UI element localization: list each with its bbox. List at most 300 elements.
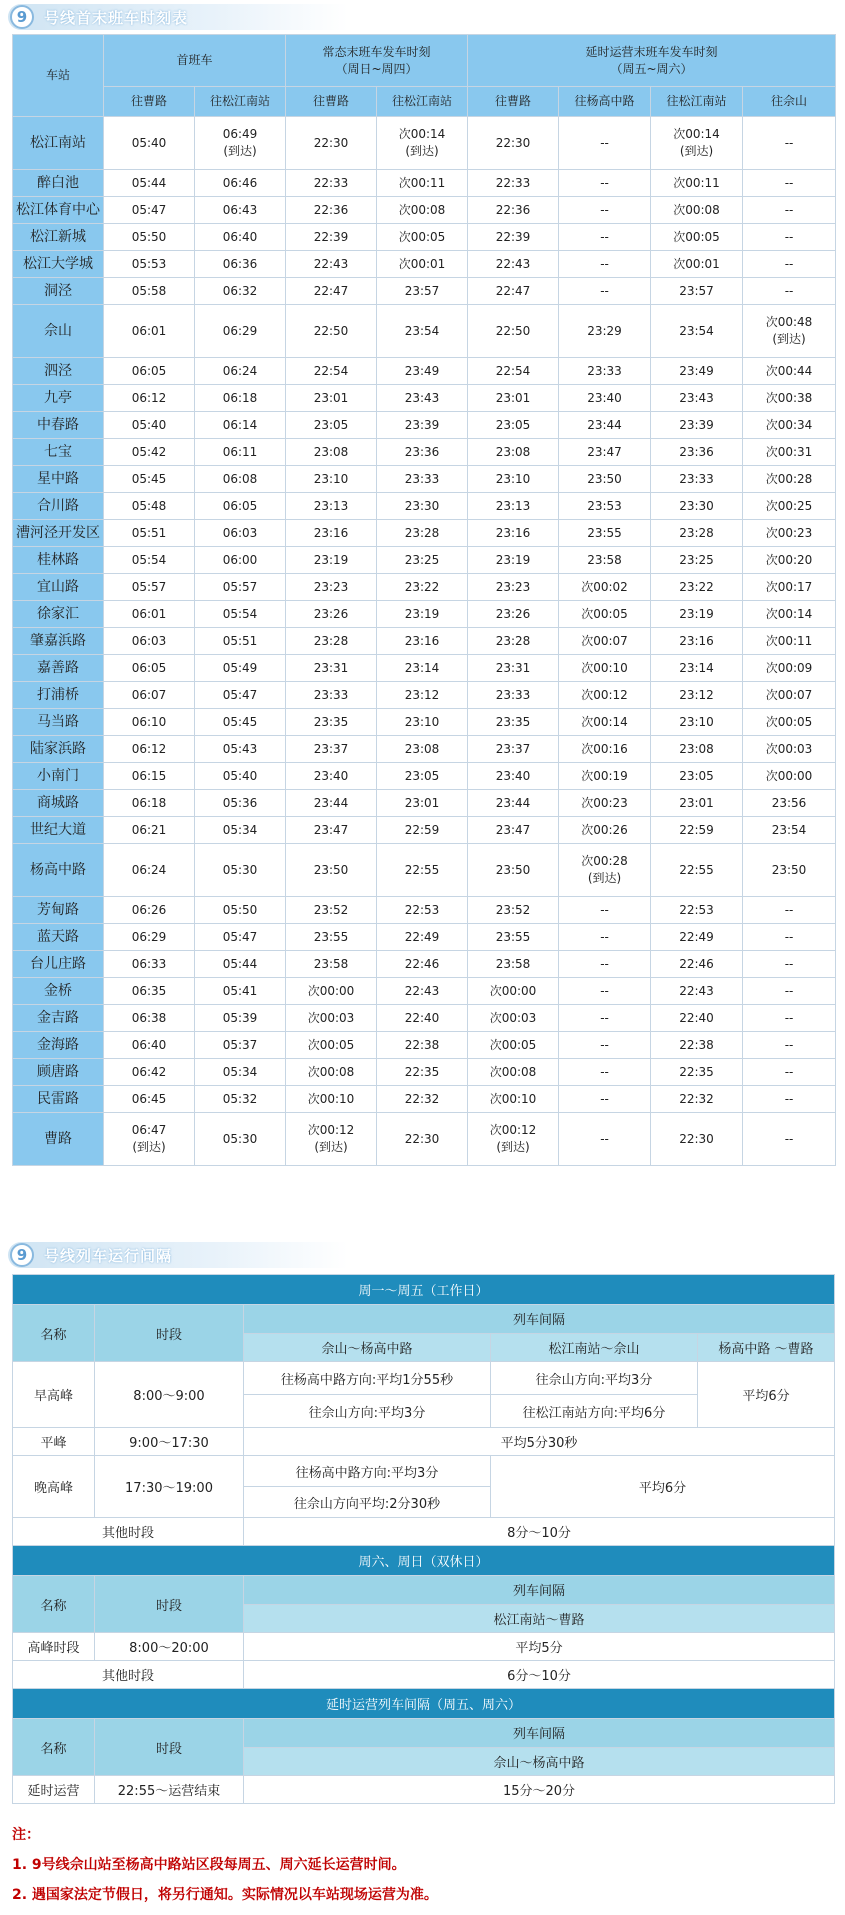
time-cell: 次00:05 [651, 224, 743, 251]
station-name: 肇嘉浜路 [13, 628, 104, 655]
time-cell: 23:58 [468, 951, 559, 978]
time-cell: 06:24 [195, 358, 286, 385]
time-cell: -- [559, 1113, 651, 1166]
table-row [13, 763, 836, 790]
time-cell: 次00:10 [468, 1086, 559, 1113]
time-cell: 23:25 [651, 547, 743, 574]
time-cell: 06:15 [104, 763, 195, 790]
time-cell: -- [559, 1005, 651, 1032]
time-cell: 05:44 [104, 170, 195, 197]
time-cell: 05:34 [195, 1059, 286, 1086]
time-cell: 06:29 [195, 305, 286, 358]
direction-header: 往杨高中路 [559, 87, 651, 117]
station-name: 松江体育中心 [13, 197, 104, 224]
time-cell: 22:33 [286, 170, 377, 197]
station-name: 曹路 [13, 1113, 104, 1166]
weekend-peak-label: 高峰时段 [13, 1633, 95, 1661]
time-cell: 次00:14 (到达) [651, 117, 743, 170]
time-cell: 23:58 [559, 547, 651, 574]
time-cell: 23:55 [559, 520, 651, 547]
time-cell: 23:16 [377, 628, 468, 655]
direction-header: 往松江南站 [195, 87, 286, 117]
time-cell: 23:35 [286, 709, 377, 736]
time-cell: 23:10 [377, 709, 468, 736]
interval-cell: 往佘山方向:平均3分 [244, 1395, 491, 1428]
time-cell: 23:58 [286, 951, 377, 978]
time-cell: 22:46 [377, 951, 468, 978]
time-cell: 次00:12 (到达) [286, 1113, 377, 1166]
time-cell: 23:16 [468, 520, 559, 547]
time-cell: 次00:31 [743, 439, 836, 466]
time-cell: 23:56 [743, 790, 836, 817]
table-row [13, 385, 836, 412]
period-header: 时段 [95, 1576, 244, 1633]
time-cell: 23:05 [468, 412, 559, 439]
time-cell: 22:54 [286, 358, 377, 385]
table-row [13, 412, 836, 439]
time-cell: 23:40 [468, 763, 559, 790]
time-cell: 05:40 [104, 117, 195, 170]
name-header: 名称 [13, 1719, 95, 1776]
time-cell: 06:40 [104, 1032, 195, 1059]
table-row [13, 493, 836, 520]
time-cell: 06:21 [104, 817, 195, 844]
time-cell: 05:40 [104, 412, 195, 439]
time-cell: -- [559, 924, 651, 951]
time-cell: 22:47 [286, 278, 377, 305]
time-cell: 次00:03 [286, 1005, 377, 1032]
segment-header: 松江南站～曹路 [244, 1604, 835, 1633]
interval-header: 列车间隔 [244, 1576, 835, 1605]
station-name: 嘉善路 [13, 655, 104, 682]
time-cell: 次00:00 [743, 763, 836, 790]
pm-peak-time: 17:30～19:00 [95, 1456, 244, 1518]
time-cell: 次00:25 [743, 493, 836, 520]
station-name: 金吉路 [13, 1005, 104, 1032]
time-cell: 22:50 [468, 305, 559, 358]
station-name: 桂林路 [13, 547, 104, 574]
time-cell: 05:51 [195, 628, 286, 655]
station-name: 九亭 [13, 385, 104, 412]
time-cell: 次00:08 [286, 1059, 377, 1086]
time-cell: 次00:07 [743, 682, 836, 709]
table-row [13, 466, 836, 493]
station-name: 民雷路 [13, 1086, 104, 1113]
interval-cell: 往佘山方向平均:2分30秒 [244, 1487, 491, 1518]
time-cell: -- [559, 224, 651, 251]
time-cell: 次00:03 [468, 1005, 559, 1032]
direction-header: 往松江南站 [651, 87, 743, 117]
train-interval-table [12, 1274, 835, 1804]
time-cell: 22:43 [286, 251, 377, 278]
time-cell: 次00:05 [468, 1032, 559, 1059]
time-cell: 23:50 [559, 466, 651, 493]
table-row [13, 170, 836, 197]
time-cell: 22:43 [651, 978, 743, 1005]
time-cell: 23:33 [559, 358, 651, 385]
time-cell: -- [559, 170, 651, 197]
time-cell: -- [559, 951, 651, 978]
time-cell: 22:39 [286, 224, 377, 251]
time-cell: 23:30 [651, 493, 743, 520]
time-cell: 次00:02 [559, 574, 651, 601]
station-name: 台儿庄路 [13, 951, 104, 978]
table-row [13, 1032, 836, 1059]
time-cell: 23:12 [377, 682, 468, 709]
table-row [13, 278, 836, 305]
time-cell: 05:30 [195, 844, 286, 897]
time-cell: 23:33 [468, 682, 559, 709]
time-cell: 23:49 [377, 358, 468, 385]
time-cell: 次00:19 [559, 763, 651, 790]
time-cell: -- [743, 1005, 836, 1032]
direction-header: 往松江南站 [377, 87, 468, 117]
time-cell: 05:57 [195, 574, 286, 601]
extended-band: 延时运营列车间隔（周五、周六） [13, 1689, 835, 1719]
time-cell: 22:32 [377, 1086, 468, 1113]
time-cell: 次00:05 [377, 224, 468, 251]
time-cell: 06:05 [104, 358, 195, 385]
time-cell: 23:16 [286, 520, 377, 547]
time-cell: -- [743, 1113, 836, 1166]
normal-last-train-header: 常态末班车发车时刻 （周日~周四） [286, 35, 468, 87]
interval-cell: 往杨高中路方向:平均1分55秒 [244, 1362, 491, 1395]
time-cell: 06:24 [104, 844, 195, 897]
time-cell: 06:14 [195, 412, 286, 439]
time-cell: 06:47 (到达) [104, 1113, 195, 1166]
time-cell: 06:49 (到达) [195, 117, 286, 170]
direction-header: 往曹路 [104, 87, 195, 117]
time-cell: 22:35 [651, 1059, 743, 1086]
time-cell: 23:49 [651, 358, 743, 385]
table-row [13, 655, 836, 682]
timetable-section-title [8, 4, 348, 30]
time-cell: 05:47 [195, 682, 286, 709]
time-cell: 23:43 [377, 385, 468, 412]
time-cell: 23:31 [468, 655, 559, 682]
time-cell: 22:53 [651, 897, 743, 924]
period-header: 时段 [95, 1305, 244, 1362]
time-cell: 22:30 [377, 1113, 468, 1166]
time-cell: 23:08 [651, 736, 743, 763]
time-cell: 06:45 [104, 1086, 195, 1113]
time-cell: -- [743, 1059, 836, 1086]
time-cell: 22:32 [651, 1086, 743, 1113]
time-cell: -- [559, 197, 651, 224]
time-cell: 23:57 [377, 278, 468, 305]
time-cell: 次00:03 [743, 736, 836, 763]
time-cell: 05:47 [195, 924, 286, 951]
station-name: 松江南站 [13, 117, 104, 170]
time-cell: 06:38 [104, 1005, 195, 1032]
time-cell: 次00:14 [743, 601, 836, 628]
time-cell: -- [743, 924, 836, 951]
table-row [13, 1059, 836, 1086]
time-cell: 次00:14 [559, 709, 651, 736]
period-header: 时段 [95, 1719, 244, 1776]
off-peak-time: 9:00～17:30 [95, 1428, 244, 1456]
time-cell: 次00:08 [651, 197, 743, 224]
time-cell: 次00:23 [559, 790, 651, 817]
time-cell: -- [559, 278, 651, 305]
time-cell: 22:30 [651, 1113, 743, 1166]
time-cell: 23:14 [377, 655, 468, 682]
time-cell: 23:08 [286, 439, 377, 466]
time-cell: 05:51 [104, 520, 195, 547]
table-row [13, 1005, 836, 1032]
time-cell: 06:01 [104, 601, 195, 628]
time-cell: 22:53 [377, 897, 468, 924]
time-cell: 22:40 [377, 1005, 468, 1032]
time-cell: 06:08 [195, 466, 286, 493]
time-cell: 23:37 [468, 736, 559, 763]
time-cell: 22:36 [468, 197, 559, 224]
time-cell: 23:50 [468, 844, 559, 897]
time-cell: 23:16 [651, 628, 743, 655]
interval-title: 号线列车运行间隔 [44, 1246, 173, 1265]
time-cell: -- [743, 197, 836, 224]
time-cell: 06:29 [104, 924, 195, 951]
time-cell: 次00:28 [743, 466, 836, 493]
note-1: 1. 9号线佘山站至杨高中路站区段每周五、周六延长运营时间。 [12, 1857, 406, 1873]
time-cell: -- [743, 1086, 836, 1113]
extended-time: 22:55～运营结束 [95, 1776, 244, 1804]
time-cell: 次00:12 [559, 682, 651, 709]
segment-header: 杨高中路 ～曹路 [698, 1333, 835, 1362]
station-name: 宜山路 [13, 574, 104, 601]
time-cell: 23:01 [651, 790, 743, 817]
time-cell: -- [559, 978, 651, 1005]
time-cell: 次00:17 [743, 574, 836, 601]
time-cell: 22:55 [651, 844, 743, 897]
segment-header: 佘山～杨高中路 [244, 1333, 491, 1362]
time-cell: 次00:08 [468, 1059, 559, 1086]
time-cell: 23:22 [651, 574, 743, 601]
station-name: 星中路 [13, 466, 104, 493]
time-cell: 次00:44 [743, 358, 836, 385]
time-cell: 05:40 [195, 763, 286, 790]
table-row [13, 924, 836, 951]
time-cell: 23:05 [651, 763, 743, 790]
time-cell: 23:23 [286, 574, 377, 601]
time-cell: 次00:48 (到达) [743, 305, 836, 358]
table-row [13, 1113, 836, 1166]
time-cell: 次00:08 [377, 197, 468, 224]
time-cell: -- [559, 1059, 651, 1086]
time-cell: 23:13 [468, 493, 559, 520]
time-cell: 23:26 [468, 601, 559, 628]
time-cell: 23:50 [743, 844, 836, 897]
time-cell: 22:59 [377, 817, 468, 844]
off-peak-label: 平峰 [13, 1428, 95, 1456]
time-cell: 22:49 [651, 924, 743, 951]
time-cell: 05:36 [195, 790, 286, 817]
time-cell: 23:19 [468, 547, 559, 574]
time-cell: 23:33 [286, 682, 377, 709]
time-cell: 次00:12 (到达) [468, 1113, 559, 1166]
time-cell: 22:43 [468, 251, 559, 278]
table-row [13, 547, 836, 574]
time-cell: -- [743, 224, 836, 251]
time-cell: 06:07 [104, 682, 195, 709]
time-cell: 05:58 [104, 278, 195, 305]
am-peak-label: 早高峰 [13, 1362, 95, 1428]
station-name: 金海路 [13, 1032, 104, 1059]
time-cell: 23:13 [286, 493, 377, 520]
time-cell: 06:40 [195, 224, 286, 251]
time-cell: 05:39 [195, 1005, 286, 1032]
time-cell: 06:42 [104, 1059, 195, 1086]
time-cell: 22:46 [651, 951, 743, 978]
time-cell: 06:36 [195, 251, 286, 278]
timetable-title: 号线首末班车时刻表 [44, 8, 189, 27]
time-cell: 06:43 [195, 197, 286, 224]
direction-header: 往佘山 [743, 87, 836, 117]
time-cell: 23:14 [651, 655, 743, 682]
time-cell: -- [559, 1086, 651, 1113]
time-cell: 23:23 [468, 574, 559, 601]
time-cell: 次00:20 [743, 547, 836, 574]
time-cell: 23:33 [651, 466, 743, 493]
time-cell: 22:30 [286, 117, 377, 170]
time-cell: -- [743, 978, 836, 1005]
time-cell: -- [743, 170, 836, 197]
time-cell: 06:18 [104, 790, 195, 817]
time-cell: 05:48 [104, 493, 195, 520]
table-row [13, 601, 836, 628]
interval-section-title [8, 1242, 348, 1268]
time-cell: 23:08 [468, 439, 559, 466]
station-name: 金桥 [13, 978, 104, 1005]
time-cell: 23:28 [286, 628, 377, 655]
time-cell: 22:39 [468, 224, 559, 251]
time-cell: 次00:10 [559, 655, 651, 682]
segment-header: 佘山～杨高中路 [244, 1747, 835, 1776]
time-cell: 23:39 [651, 412, 743, 439]
time-cell: 23:53 [559, 493, 651, 520]
time-cell: 次00:05 [559, 601, 651, 628]
time-cell: 22:36 [286, 197, 377, 224]
station-name: 世纪大道 [13, 817, 104, 844]
time-cell: 06:03 [104, 628, 195, 655]
weekday-band: 周一～周五（工作日） [13, 1275, 835, 1305]
time-cell: 06:18 [195, 385, 286, 412]
time-cell: 23:10 [468, 466, 559, 493]
time-cell: 22:47 [468, 278, 559, 305]
time-cell: 22:55 [377, 844, 468, 897]
table-row [13, 224, 836, 251]
table-row [13, 682, 836, 709]
time-cell: 23:40 [559, 385, 651, 412]
first-last-train-timetable [12, 34, 836, 1166]
time-cell: 23:12 [651, 682, 743, 709]
time-cell: 次00:07 [559, 628, 651, 655]
time-cell: 次00:14 (到达) [377, 117, 468, 170]
extended-label: 延时运营 [13, 1776, 95, 1804]
weekend-band: 周六、周日（双休日） [13, 1546, 835, 1576]
time-cell: 23:54 [743, 817, 836, 844]
weekend-other-label: 其他时段 [13, 1661, 244, 1689]
time-cell: 22:38 [651, 1032, 743, 1059]
time-cell: 06:46 [195, 170, 286, 197]
table-row [13, 978, 836, 1005]
time-cell: 23:25 [377, 547, 468, 574]
time-cell: 06:05 [104, 655, 195, 682]
interval-cell: 平均5分30秒 [244, 1428, 835, 1456]
table-row [13, 520, 836, 547]
segment-header: 松江南站～佘山 [491, 1333, 698, 1362]
time-cell: 次00:23 [743, 520, 836, 547]
time-cell: 23:01 [377, 790, 468, 817]
station-name: 马当路 [13, 709, 104, 736]
time-cell: 23:40 [286, 763, 377, 790]
am-peak-time: 8:00～9:00 [95, 1362, 244, 1428]
time-cell: 05:44 [195, 951, 286, 978]
time-cell: 23:29 [559, 305, 651, 358]
station-name: 醉白池 [13, 170, 104, 197]
station-name: 小南门 [13, 763, 104, 790]
time-cell: 05:43 [195, 736, 286, 763]
time-cell: -- [743, 951, 836, 978]
first-train-header: 首班车 [104, 35, 286, 87]
station-name: 漕河泾开发区 [13, 520, 104, 547]
station-name: 佘山 [13, 305, 104, 358]
time-cell: -- [743, 1032, 836, 1059]
station-name: 洞泾 [13, 278, 104, 305]
time-cell: -- [559, 1032, 651, 1059]
time-cell: 06:12 [104, 385, 195, 412]
time-cell: 23:05 [286, 412, 377, 439]
time-cell: 05:50 [104, 224, 195, 251]
time-cell: 23:44 [559, 412, 651, 439]
interval-cell: 8分～10分 [244, 1518, 835, 1546]
time-cell: 23:54 [377, 305, 468, 358]
time-cell: 05:30 [195, 1113, 286, 1166]
time-cell: 22:49 [377, 924, 468, 951]
time-cell: 23:39 [377, 412, 468, 439]
time-cell: 次00:11 [743, 628, 836, 655]
table-row [13, 117, 836, 170]
interval-header: 列车间隔 [244, 1305, 835, 1334]
time-cell: 23:19 [651, 601, 743, 628]
pm-peak-label: 晚高峰 [13, 1456, 95, 1518]
name-header: 名称 [13, 1305, 95, 1362]
station-name: 陆家浜路 [13, 736, 104, 763]
time-cell: -- [743, 897, 836, 924]
table-row [13, 951, 836, 978]
time-cell: 23:28 [468, 628, 559, 655]
time-cell: -- [559, 897, 651, 924]
time-cell: 23:31 [286, 655, 377, 682]
time-cell: 次00:05 [286, 1032, 377, 1059]
other-period-label: 其他时段 [13, 1518, 244, 1546]
time-cell: 次00:11 [377, 170, 468, 197]
time-cell: 次00:01 [651, 251, 743, 278]
station-name: 中春路 [13, 412, 104, 439]
time-cell: 06:03 [195, 520, 286, 547]
interval-cell: 平均6分 [698, 1362, 835, 1428]
time-cell: 23:19 [286, 547, 377, 574]
time-cell: 23:10 [651, 709, 743, 736]
time-cell: 23:36 [651, 439, 743, 466]
time-cell: 23:01 [468, 385, 559, 412]
table-row [13, 251, 836, 278]
station-name: 打浦桥 [13, 682, 104, 709]
station-name: 徐家汇 [13, 601, 104, 628]
time-cell: 05:47 [104, 197, 195, 224]
time-cell: 22:54 [468, 358, 559, 385]
interval-header: 列车间隔 [244, 1719, 835, 1748]
